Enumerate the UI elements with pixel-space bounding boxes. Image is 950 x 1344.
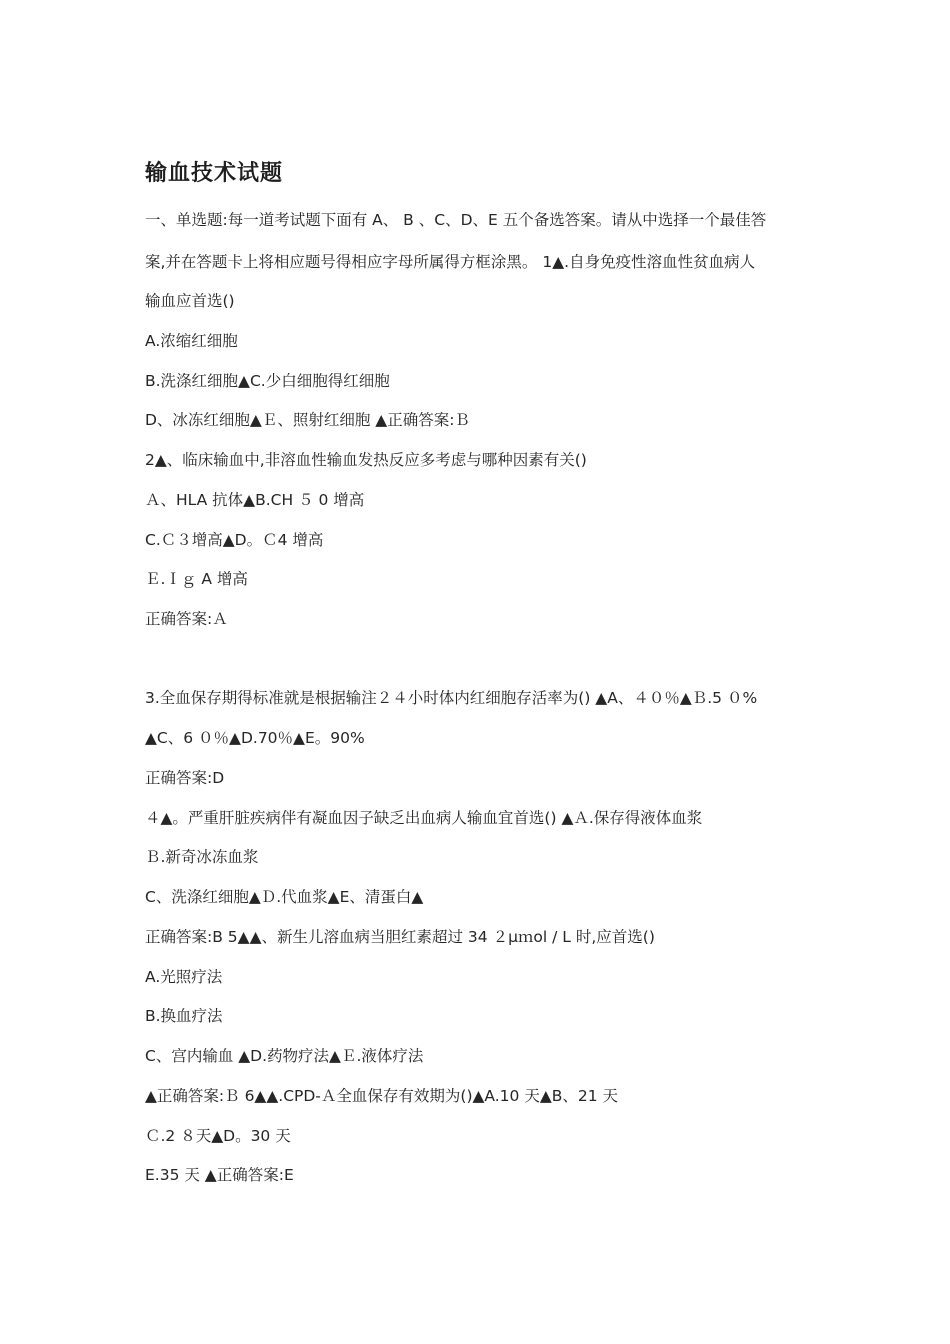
text-line-intro-1: 一、单选题:每一道考试题下面有 A、 B 、C、D、E 五个备选答案。请从中选择一个最佳答: [145, 211, 767, 229]
text-line-q2-stem: 2▲、临床输血中,非溶血性输血发热反应多考虑与哪种因素有关(): [145, 451, 587, 469]
text-line-intro-2: 案,并在答题卡上将相应题号得相应字母所属得方框涂黑。 1▲.自身免疫性溶血性贫血病人: [145, 253, 756, 271]
text-line-q2-answer: 正确答案:Ａ: [145, 610, 228, 628]
text-line-q1-stem: 输血应首选(): [145, 292, 235, 310]
text-line-q3-options: ▲C、6 ０％▲D.70％▲E。90%: [145, 729, 365, 747]
text-line-q4-stem: ４▲。严重肝脏疾病伴有凝血因子缺乏出血病人输血宜首选() ▲Ａ.保存得液体血浆: [145, 809, 703, 827]
text-line-q5-answer-q6-stem: ▲正确答案:Ｂ 6▲▲.CPD-Ａ全血保存有效期为()▲A.10 天▲B、21 天: [145, 1087, 619, 1105]
text-line-q2-options-ab: Ａ、HLA 抗体▲B.CH ５ 0 增高: [145, 491, 365, 509]
text-line-q1-options-bc: B.洗涤红细胞▲C.少白细胞得红细胞: [145, 372, 390, 390]
text-line-q3-answer: 正确答案:D: [145, 769, 225, 787]
text-line-q2-option-e: Ｅ.Ｉｇ A 增高: [145, 570, 248, 588]
text-line-q4-answer-q5-stem: 正确答案:B 5▲▲、新生儿溶血病当胆红素超过 34 ２μｍol / L 时,应首选(): [145, 928, 655, 946]
text-line-q4-option-b: Ｂ.新奇冰冻血浆: [145, 848, 259, 866]
text-line-q5-options-cde: C、宫内输血 ▲D.药物疗法▲Ｅ.液体疗法: [145, 1047, 424, 1065]
text-line-q5-option-b: B.换血疗法: [145, 1007, 223, 1025]
text-line-q6-options-cd: Ｃ.2 ８天▲D。30 天: [145, 1127, 291, 1145]
text-line-q6-option-e-answer: E.35 天 ▲正确答案:E: [145, 1166, 294, 1184]
text-line-q2-options-cd: C.Ｃ３增高▲D。Ｃ4 增高: [145, 531, 324, 549]
document-title: 输血技术试题: [145, 161, 284, 186]
text-line-q3-stem: 3.全血保存期得标准就是根据输注２４小时体内红细胞存活率为() ▲A、４０％▲Ｂ.5 ０%: [145, 689, 758, 707]
text-line-q1-option-a: A.浓缩红细胞: [145, 332, 238, 350]
text-line-q1-options-de-answer: D、冰冻红细胞▲Ｅ、照射红细胞 ▲正确答案:Ｂ: [145, 411, 470, 429]
text-line-q5-option-a: A.光照疗法: [145, 968, 223, 986]
text-line-q4-options-cde: C、洗涤红细胞▲Ｄ.代血浆▲E、清蛋白▲: [145, 888, 424, 906]
